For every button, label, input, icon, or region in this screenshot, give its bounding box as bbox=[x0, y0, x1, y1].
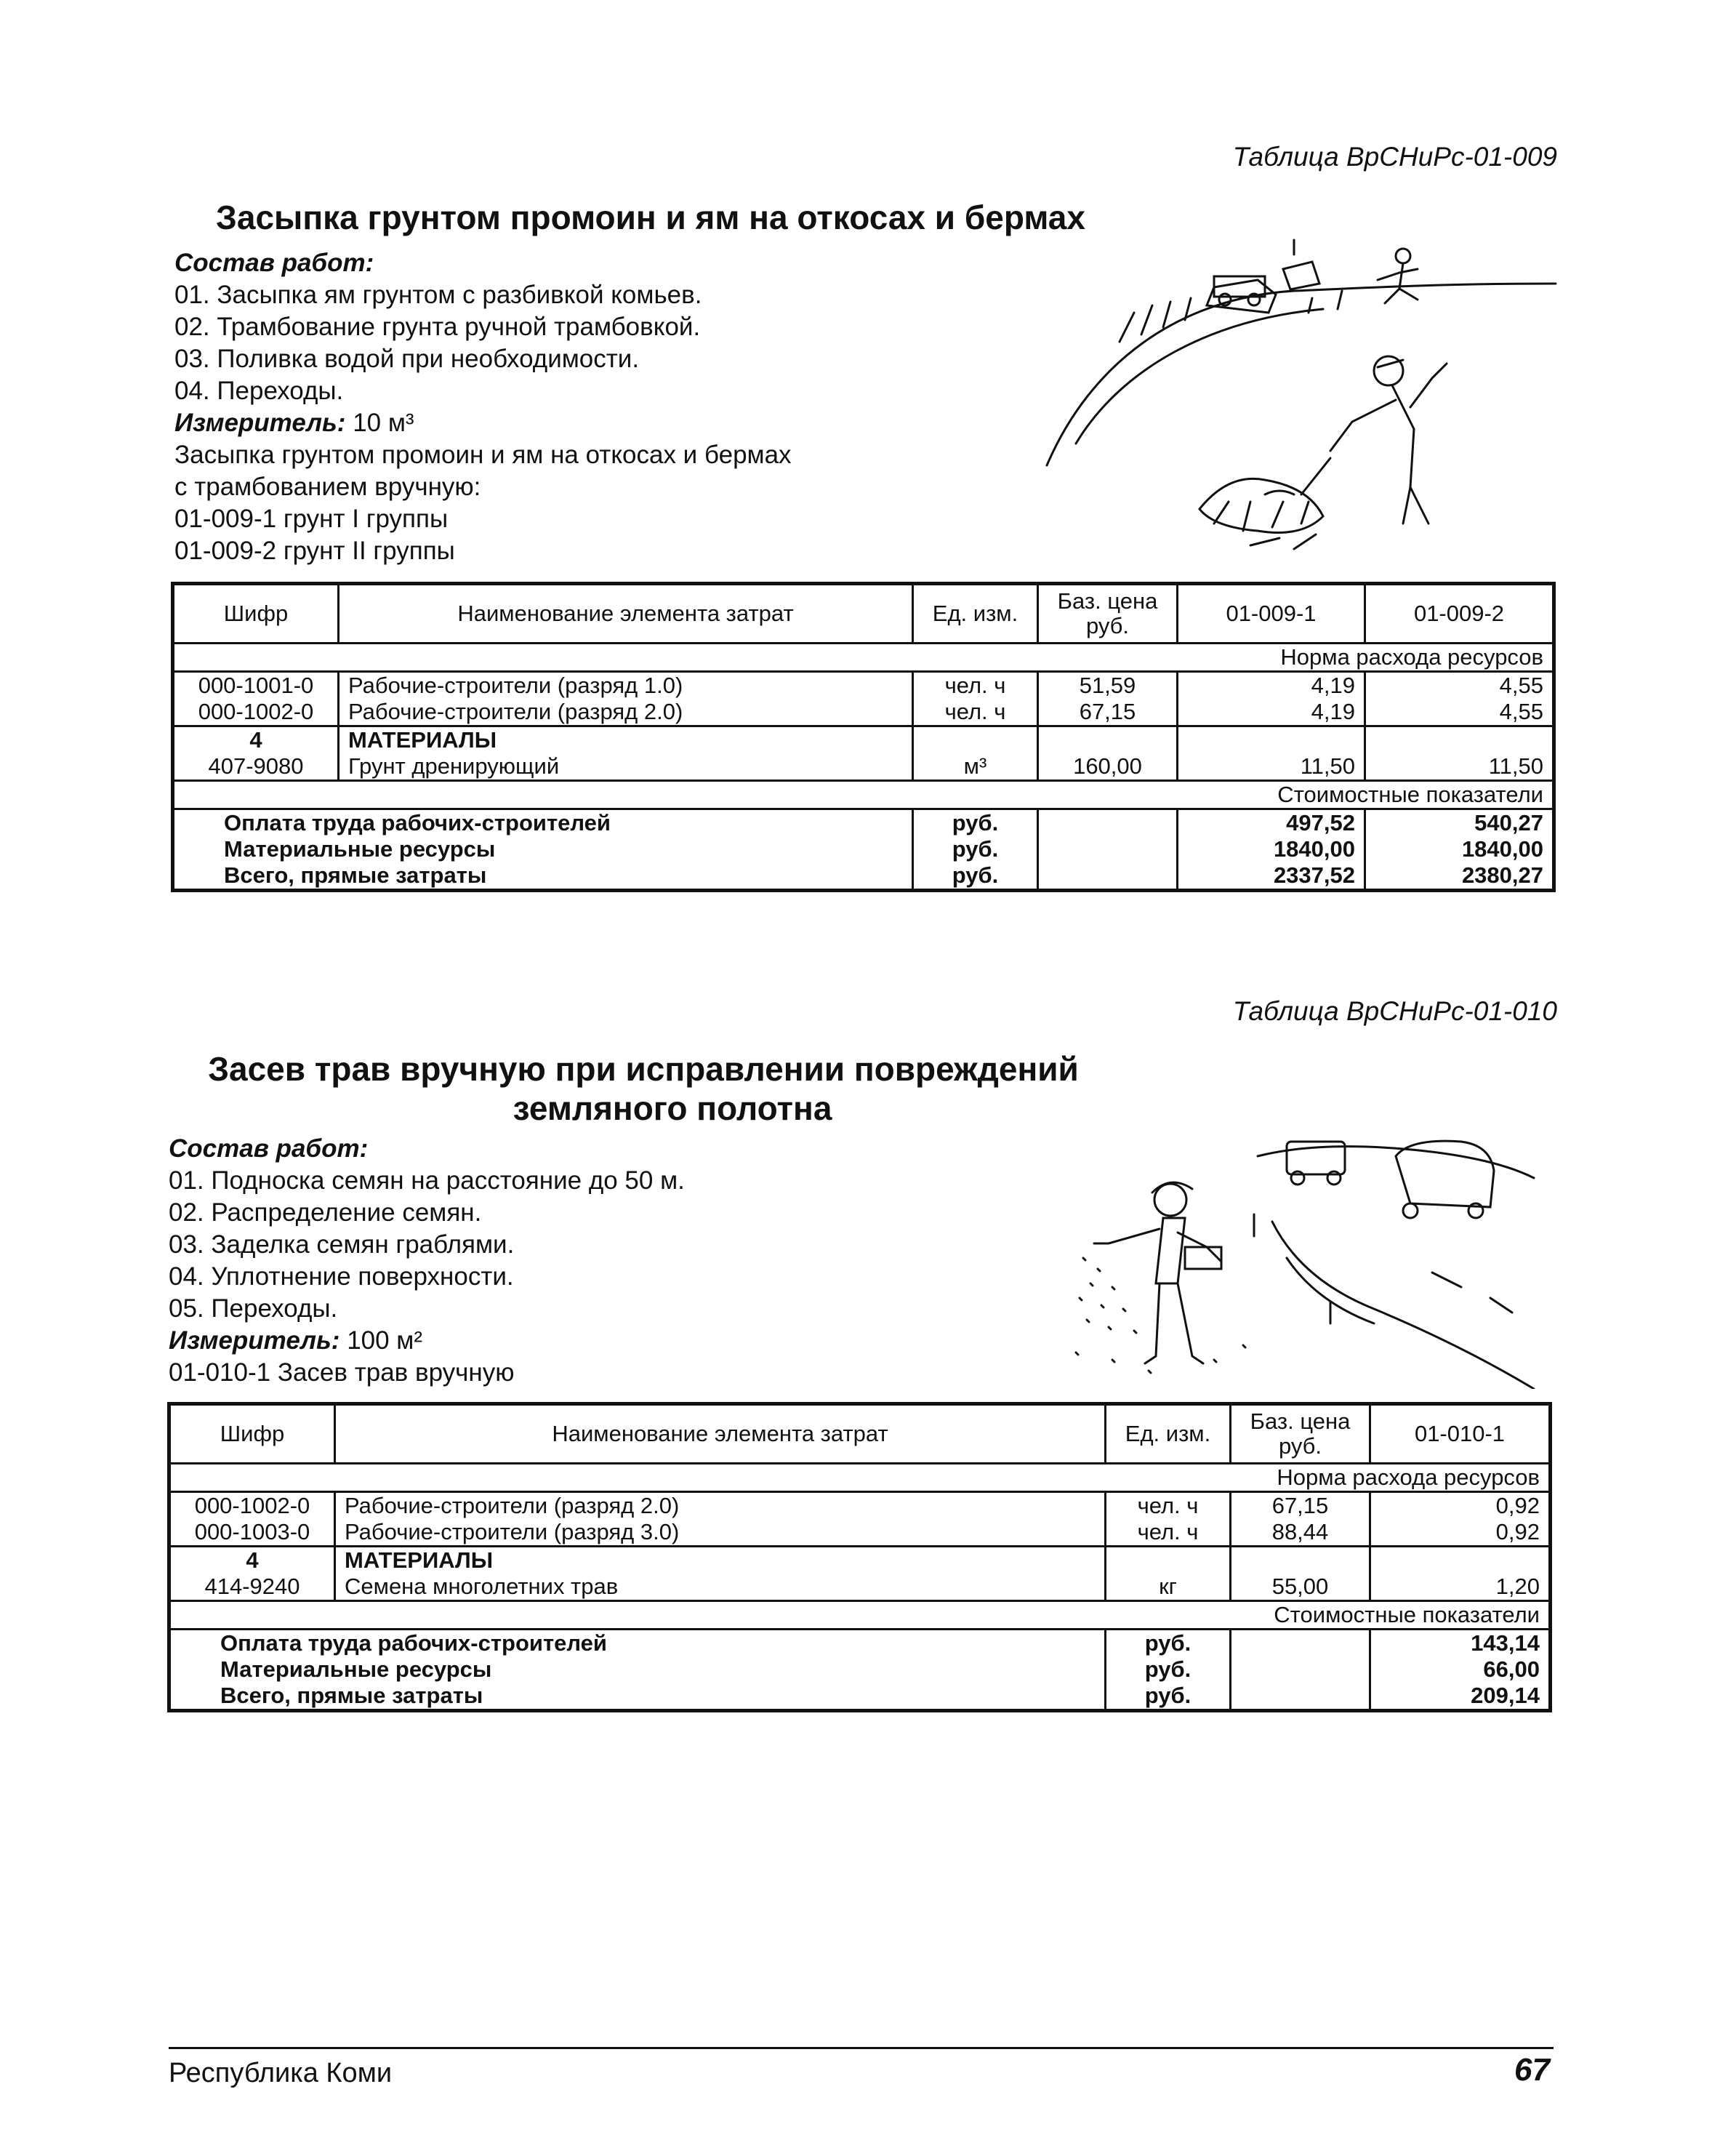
value-cell: 143,14 bbox=[1370, 1630, 1551, 1657]
value-cell: 66,00 bbox=[1370, 1656, 1551, 1683]
step: 02. Распределение семян. bbox=[169, 1198, 482, 1227]
description-line: 01-009-2 грунт II группы bbox=[174, 537, 455, 565]
value-cell: 209,14 bbox=[1370, 1683, 1551, 1711]
meter-value: 100 м² bbox=[347, 1326, 423, 1355]
price-cell: 88,44 bbox=[1231, 1519, 1370, 1547]
step: 03. Поливка водой при необходимости. bbox=[174, 345, 640, 373]
name-cell: Рабочие-строители (разряд 2.0) bbox=[339, 699, 913, 726]
step: 03. Заделка семян граблями. bbox=[169, 1230, 515, 1259]
workers-on-slope-illustration bbox=[1032, 218, 1563, 567]
cost-row bbox=[169, 1630, 1551, 1657]
column-header: Ед. изм. bbox=[1106, 1404, 1231, 1464]
column-header: Шифр bbox=[169, 1404, 335, 1464]
name-cell: Семена многолетних трав bbox=[335, 1574, 1106, 1601]
composition-title: Состав работ: bbox=[174, 249, 374, 277]
step: 05. Переходы. bbox=[169, 1294, 338, 1323]
meter-label: Измеритель: bbox=[169, 1326, 340, 1355]
column-header: Наименование элемента затрат bbox=[339, 584, 913, 644]
value-cell: 0,92 bbox=[1370, 1519, 1551, 1547]
column-header: Баз. цена руб. bbox=[1038, 584, 1178, 644]
cost-name: Оплата труда рабочих-строителей bbox=[169, 1630, 1106, 1657]
table-row bbox=[173, 699, 1554, 726]
value-cell: 4,19 bbox=[1178, 672, 1365, 700]
section-title: Засыпка грунтом промоин и ям на откосах и бермах bbox=[216, 199, 1085, 236]
cost-name: Материальные ресурсы bbox=[169, 1656, 1106, 1683]
page-number: 67 bbox=[1514, 2052, 1550, 2088]
section-title bbox=[167, 1049, 1120, 1128]
work-composition bbox=[169, 1133, 685, 1389]
table-row bbox=[169, 1574, 1551, 1601]
header-row bbox=[173, 584, 1554, 644]
group-label: МАТЕРИАЛЫ bbox=[335, 1547, 1106, 1574]
cost-name: Всего, прямые затраты bbox=[169, 1683, 1106, 1711]
composition-title: Состав работ: bbox=[169, 1134, 369, 1163]
unit-cell: чел. ч bbox=[1106, 1492, 1231, 1520]
meter-line bbox=[174, 407, 792, 439]
value-cell: 2380,27 bbox=[1365, 862, 1554, 891]
column-header: Наименование элемента затрат bbox=[335, 1404, 1106, 1464]
code-cell: 4 bbox=[173, 726, 339, 754]
meter-label: Измеритель: bbox=[174, 409, 346, 437]
cost-name: Всего, прямые затраты bbox=[173, 862, 913, 891]
unit-cell: чел. ч bbox=[913, 672, 1038, 700]
value-cell: 4,55 bbox=[1365, 699, 1554, 726]
value-cell: 1,20 bbox=[1370, 1574, 1551, 1601]
value-cell: 11,50 bbox=[1178, 753, 1365, 781]
footer-divider bbox=[169, 2047, 1554, 2049]
price-cell: 160,00 bbox=[1038, 753, 1178, 781]
cost-header-row bbox=[169, 1601, 1551, 1630]
unit-cell: руб. bbox=[913, 862, 1038, 891]
code-cell: 000-1003-0 bbox=[169, 1519, 335, 1547]
name-cell: Рабочие-строители (разряд 3.0) bbox=[335, 1519, 1106, 1547]
header-row bbox=[169, 1404, 1551, 1464]
table-label: Таблица ВрСНиРс-01-010 bbox=[1232, 996, 1557, 1026]
code-cell: 000-1001-0 bbox=[173, 672, 339, 700]
table-row bbox=[173, 753, 1554, 781]
cost-row bbox=[169, 1683, 1551, 1711]
value-cell: 4,19 bbox=[1178, 699, 1365, 726]
description-line: с трамбованием вручную: bbox=[174, 473, 481, 501]
norm-header-row bbox=[173, 644, 1554, 672]
price-cell: 67,15 bbox=[1038, 699, 1178, 726]
materials-group-row bbox=[173, 726, 1554, 754]
table-row bbox=[169, 1519, 1551, 1547]
cost-header-row bbox=[173, 781, 1554, 809]
title-line: земляного полотна bbox=[513, 1089, 832, 1127]
title-line: Засев трав вручную при исправлении повреждений bbox=[208, 1050, 1079, 1088]
description-line: Засыпка грунтом промоин и ям на откосах и бермах bbox=[174, 441, 792, 469]
column-header: 01-010-1 bbox=[1370, 1404, 1551, 1464]
unit-cell: кг bbox=[1106, 1574, 1231, 1601]
step: 02. Трамбование грунта ручной трамбовкой. bbox=[174, 313, 701, 341]
step: 01. Засыпка ям грунтом с разбивкой комьев. bbox=[174, 281, 702, 309]
price-cell: 51,59 bbox=[1038, 672, 1178, 700]
value-cell: 540,27 bbox=[1365, 809, 1554, 837]
unit-cell: м³ bbox=[913, 753, 1038, 781]
name-cell: Рабочие-строители (разряд 2.0) bbox=[335, 1492, 1106, 1520]
table-row bbox=[169, 1492, 1551, 1520]
table-row bbox=[173, 672, 1554, 700]
price-cell: 55,00 bbox=[1231, 1574, 1370, 1601]
value-cell: 1840,00 bbox=[1178, 836, 1365, 862]
value-cell: 497,52 bbox=[1178, 809, 1365, 837]
column-header: Шифр bbox=[173, 584, 339, 644]
name-cell: Рабочие-строители (разряд 1.0) bbox=[339, 672, 913, 700]
norm-table-01-010 bbox=[167, 1402, 1552, 1712]
code-cell: 407-9080 bbox=[173, 753, 339, 781]
sowing-worker-illustration bbox=[1069, 1113, 1541, 1389]
code-cell: 414-9240 bbox=[169, 1574, 335, 1601]
cost-row bbox=[173, 809, 1554, 837]
materials-group-row bbox=[169, 1547, 1551, 1574]
code-cell: 000-1002-0 bbox=[173, 699, 339, 726]
cost-name: Оплата труда рабочих-строителей bbox=[173, 809, 913, 837]
unit-cell: руб. bbox=[1106, 1683, 1231, 1711]
cost-row bbox=[173, 836, 1554, 862]
column-header: Баз. цена руб. bbox=[1231, 1404, 1370, 1464]
norm-header: Норма расхода ресурсов bbox=[1178, 644, 1554, 672]
cost-name: Материальные ресурсы bbox=[173, 836, 913, 862]
name-cell: Грунт дренирующий bbox=[339, 753, 913, 781]
description-line: 01-010-1 Засев трав вручную bbox=[169, 1358, 515, 1387]
step: 04. Уплотнение поверхности. bbox=[169, 1262, 514, 1291]
value-cell: 4,55 bbox=[1365, 672, 1554, 700]
unit-cell: руб. bbox=[1106, 1656, 1231, 1683]
cost-header: Стоимостные показатели bbox=[1178, 781, 1554, 809]
code-cell: 000-1002-0 bbox=[169, 1492, 335, 1520]
price-cell: 67,15 bbox=[1231, 1492, 1370, 1520]
step: 01. Подноска семян на расстояние до 50 м. bbox=[169, 1166, 685, 1195]
value-cell: 11,50 bbox=[1365, 753, 1554, 781]
column-header: Ед. изм. bbox=[913, 584, 1038, 644]
table-label: Таблица ВрСНиРс-01-009 bbox=[1232, 142, 1557, 172]
cost-row bbox=[173, 862, 1554, 891]
unit-cell: руб. bbox=[913, 809, 1038, 837]
step: 04. Переходы. bbox=[174, 377, 344, 405]
unit-cell: чел. ч bbox=[1106, 1519, 1231, 1547]
norm-header: Норма расхода ресурсов bbox=[1231, 1464, 1551, 1492]
footer-region: Республика Коми bbox=[169, 2058, 393, 2088]
cost-header: Стоимостные показатели bbox=[1231, 1601, 1551, 1630]
cost-row bbox=[169, 1656, 1551, 1683]
unit-cell: руб. bbox=[913, 836, 1038, 862]
column-header: 01-009-2 bbox=[1365, 584, 1554, 644]
code-cell: 4 bbox=[169, 1547, 335, 1574]
column-header: 01-009-1 bbox=[1178, 584, 1365, 644]
work-composition bbox=[174, 247, 792, 567]
norm-table-01-009 bbox=[171, 582, 1556, 892]
unit-cell: чел. ч bbox=[913, 699, 1038, 726]
value-cell: 2337,52 bbox=[1178, 862, 1365, 891]
unit-cell: руб. bbox=[1106, 1630, 1231, 1657]
meter-value: 10 м³ bbox=[353, 409, 414, 437]
value-cell: 0,92 bbox=[1370, 1492, 1551, 1520]
group-label: МАТЕРИАЛЫ bbox=[339, 726, 913, 754]
description-line: 01-009-1 грунт I группы bbox=[174, 505, 449, 533]
meter-line bbox=[169, 1325, 685, 1357]
norm-header-row bbox=[169, 1464, 1551, 1492]
value-cell: 1840,00 bbox=[1365, 836, 1554, 862]
